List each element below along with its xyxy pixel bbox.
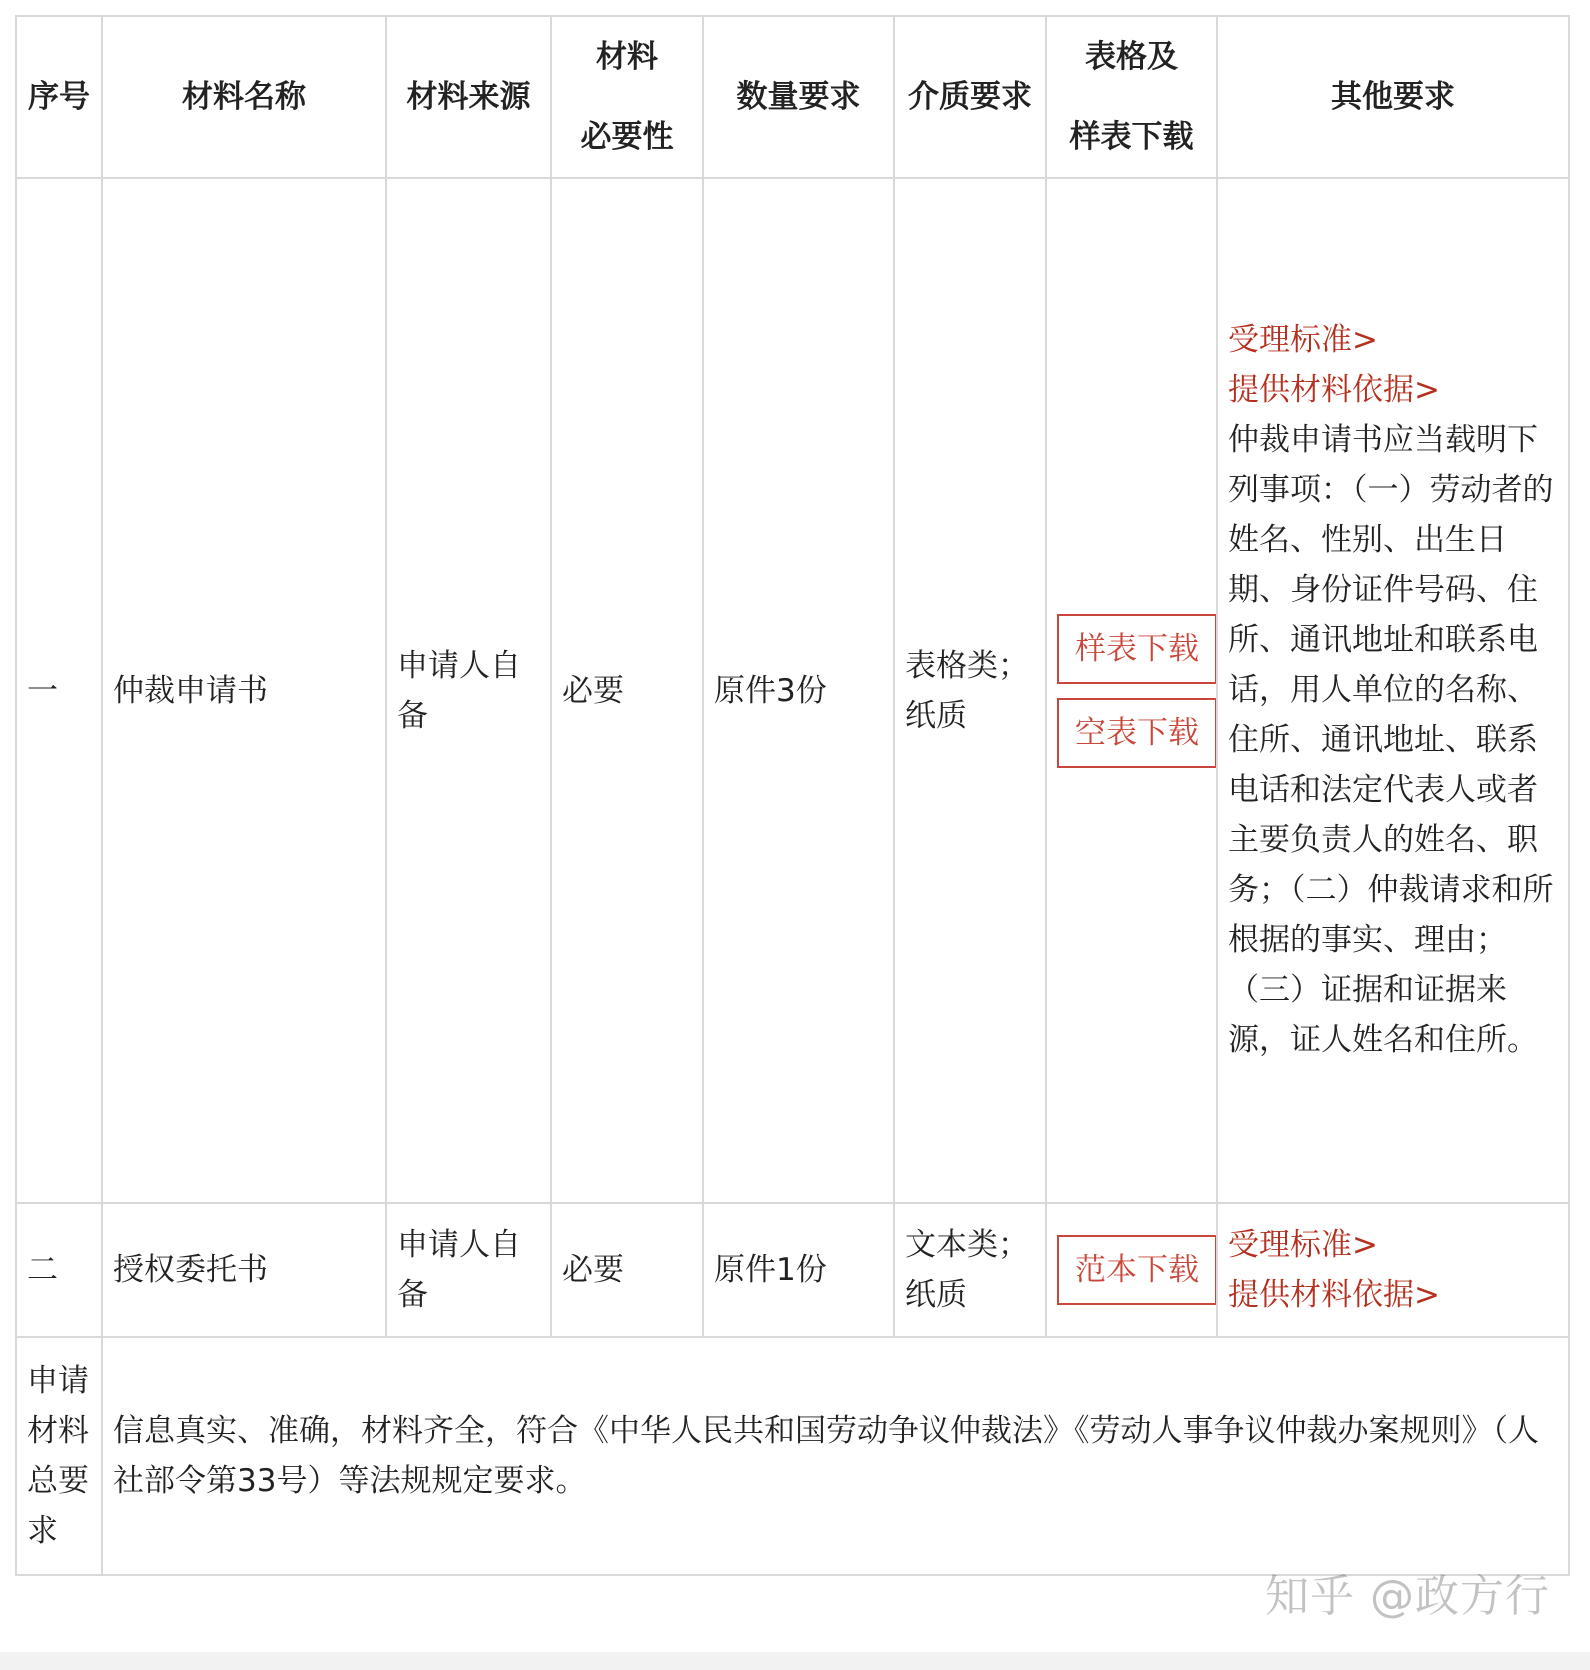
header-no: 序号	[16, 16, 102, 178]
watermark: 知乎 @政方行	[1265, 1571, 1550, 1622]
template-download-button[interactable]: 范本下载	[1057, 1235, 1217, 1305]
summary-label: 申请材料总要求	[16, 1337, 102, 1575]
table-row	[16, 1203, 1569, 1337]
acceptance-standard-link[interactable]: 受理标准>	[1228, 1227, 1378, 1263]
row2-source: 申请人自备	[386, 1203, 551, 1337]
row1-downloads	[1046, 178, 1217, 1203]
row2-necessity: 必要	[551, 1203, 703, 1337]
row1-no: 一	[16, 178, 102, 1203]
materials-table-wrapper	[15, 15, 1568, 1576]
materials-table	[15, 15, 1570, 1576]
summary-row	[16, 1337, 1569, 1575]
row1-other-requirements	[1217, 178, 1569, 1203]
header-necessity-line2: 必要性	[580, 119, 674, 155]
summary-text: 信息真实、准确，材料齐全，符合《中华人民共和国劳动争议仲裁法》《劳动人事争议仲裁办案规则》（人社部令第33号）等法规规定要求。	[102, 1337, 1569, 1575]
header-download-line2: 样表下载	[1069, 119, 1194, 155]
header-name: 材料名称	[102, 16, 386, 178]
row1-other-text: 仲裁申请书应当载明下列事项：（一）劳动者的姓名、性别、出生日期、身份证件号码、住所、通讯地址和联系电话，用人单位的名称、住所、通讯地址、联系电话和法定代表人或者主要负责人的姓名、职务；（二）仲裁请求和所根据的事实、理由；（三）证据和证据来源，证人姓名和住所。	[1228, 421, 1554, 1058]
row1-medium: 表格类；纸质	[894, 178, 1046, 1203]
header-necessity	[551, 16, 703, 178]
header-other: 其他要求	[1217, 16, 1569, 178]
row1-quantity: 原件3份	[703, 178, 894, 1203]
header-download-line1: 表格及	[1085, 39, 1178, 75]
row2-medium: 文本类；纸质	[894, 1203, 1046, 1337]
material-basis-link[interactable]: 提供材料依据>	[1228, 1277, 1440, 1313]
blank-form-download-button[interactable]: 空表下载	[1057, 698, 1217, 768]
header-source: 材料来源	[386, 16, 551, 178]
header-quantity: 数量要求	[703, 16, 894, 178]
row2-other-requirements	[1217, 1203, 1569, 1337]
row1-source: 申请人自备	[386, 178, 551, 1203]
header-necessity-line1: 材料	[596, 39, 658, 75]
row2-no: 二	[16, 1203, 102, 1337]
header-download	[1046, 16, 1217, 178]
row2-downloads	[1046, 1203, 1217, 1337]
acceptance-standard-link[interactable]: 受理标准>	[1228, 321, 1378, 358]
sample-form-download-button[interactable]: 样表下载	[1057, 614, 1217, 684]
bottom-strip	[0, 1652, 1590, 1670]
header-medium: 介质要求	[894, 16, 1046, 178]
table-row	[16, 178, 1569, 1203]
row1-necessity: 必要	[551, 178, 703, 1203]
table-header-row	[16, 16, 1569, 178]
row1-name: 仲裁申请书	[102, 178, 386, 1203]
material-basis-link[interactable]: 提供材料依据>	[1228, 371, 1440, 408]
row2-quantity: 原件1份	[703, 1203, 894, 1337]
row2-name: 授权委托书	[102, 1203, 386, 1337]
